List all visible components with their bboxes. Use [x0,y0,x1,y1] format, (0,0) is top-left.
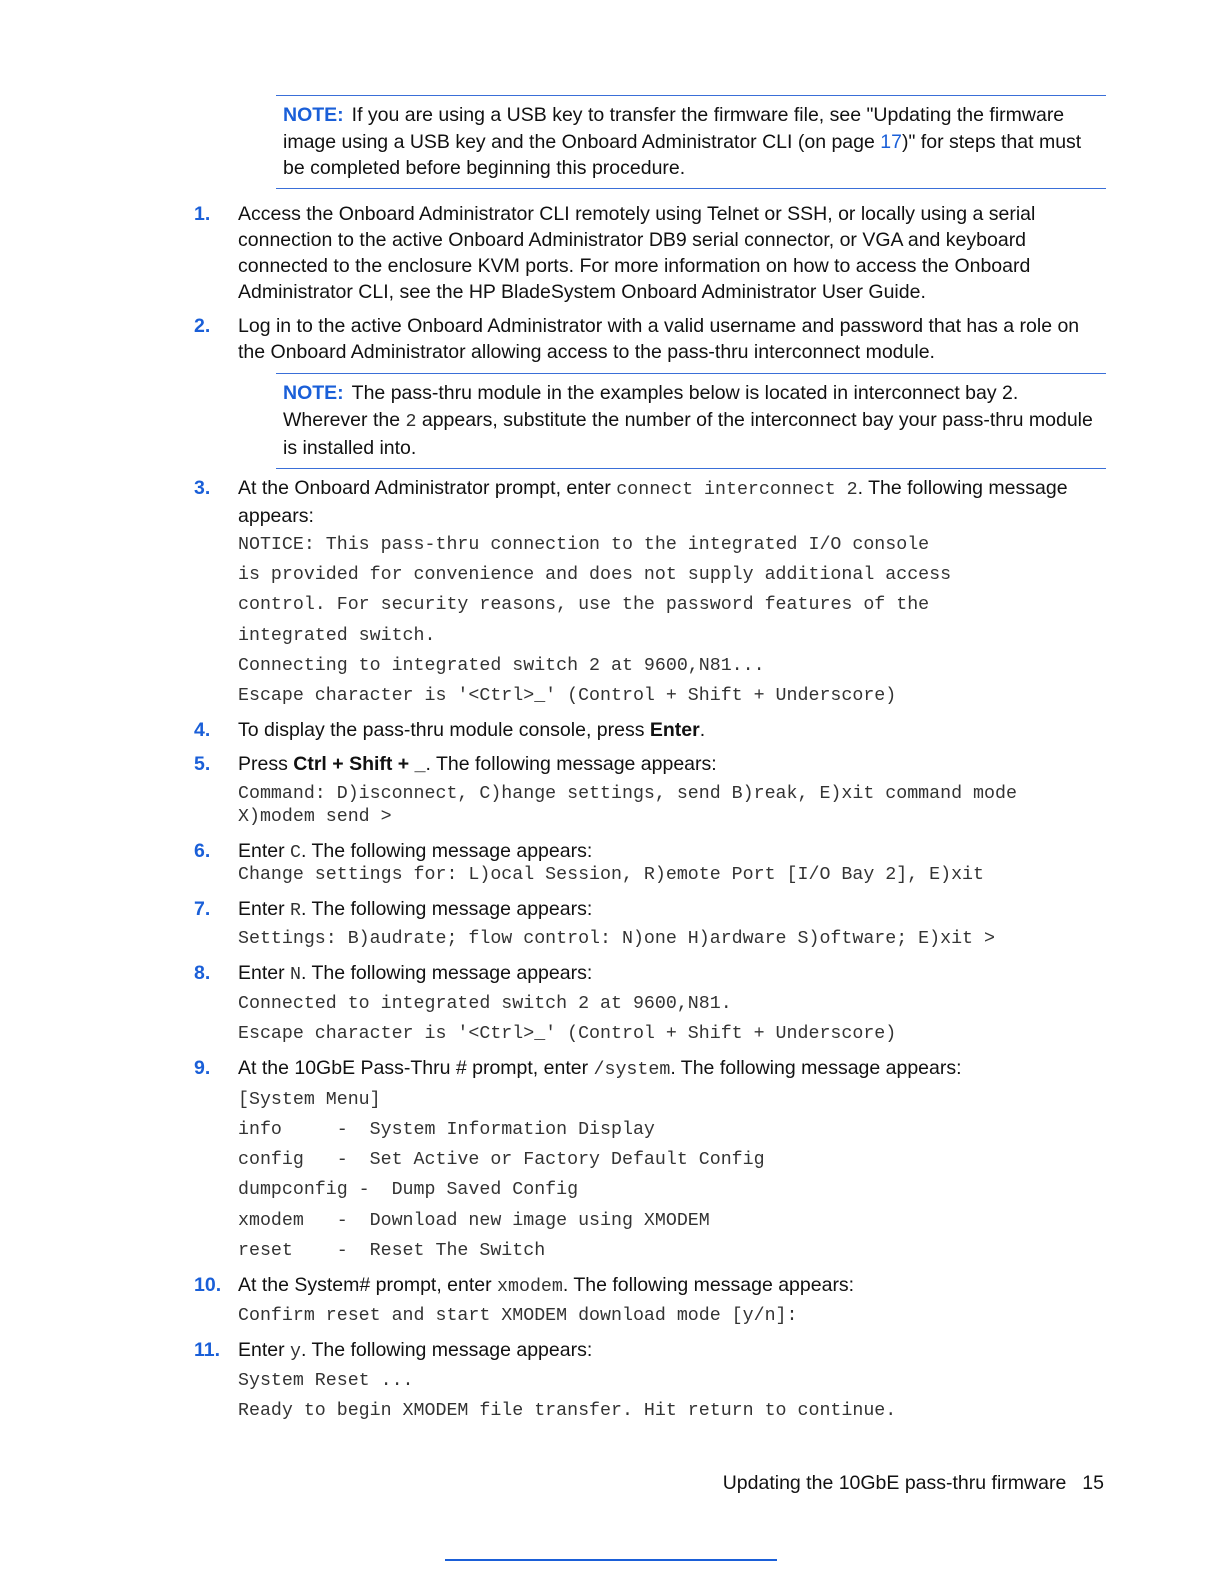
step-number: 8. [194,962,211,984]
inline-code: connect interconnect 2 [616,480,858,500]
note-text: If you are using a USB key to transfer the firmware file, see "Updating the firmware image using a USB key and the Onboard Administrator CLI (on page [283,104,1065,153]
step-text: Enter [238,898,291,920]
step-number: 9. [194,1057,211,1079]
page-footer [723,1472,1104,1495]
code-line: reset - Reset The Switch [238,1241,546,1261]
step-text: Log in to the active Onboard Administrator with a valid username and password that has a role on the Onboard Administrator allowing access to the pass-thru interconnect module. [238,315,1080,363]
step-number: 6. [194,840,211,862]
note-interconnect-bay [276,373,1106,469]
step-text-end: . The following message appears: [238,477,1068,527]
inline-code: C [290,843,302,863]
inline-code: y [290,1342,302,1362]
key-name: Enter [649,719,700,741]
step-number: 10. [194,1274,222,1296]
step-8 [194,960,1104,988]
step-number: 5. [194,753,211,775]
note-text-end: )" for steps that must be completed before beginning this procedure. [283,130,1082,179]
step-text: At the Onboard Administrator prompt, enter [238,477,617,499]
inline-code: R [290,901,302,921]
step-text: To display the pass-thru module console, press [238,719,650,741]
inline-code: xmodem [497,1277,563,1297]
step-text-end: . The following message appears: [301,1339,593,1361]
step-number: 1. [194,203,211,225]
step-number: 2. [194,315,211,337]
code-line: is provided for convenience and does not supply additional access [238,565,952,585]
code-line: Settings: B)audrate; flow control: N)one H)ardware S)oftware; E)xit > [238,929,995,949]
step-number: 4. [194,719,211,741]
note-label: NOTE: [283,382,344,404]
code-line: Command: D)isconnect, C)hange settings, send B)reak, E)xit command mode [238,784,1017,804]
step-number: 3. [194,477,211,499]
code-line: Escape character is '<Ctrl>_' (Control + Shift + Underscore) [238,1024,897,1044]
note-label: NOTE: [283,104,344,126]
page-number: 15 [1082,1472,1104,1494]
inline-code: N [290,965,302,985]
code-line: Change settings for: L)ocal Session, R)emote Port [I/O Bay 2], E)xit [238,865,984,885]
step-10 [194,1272,1104,1300]
code-line: Connected to integrated switch 2 at 9600,N81. [238,994,732,1014]
code-line: Ready to begin XMODEM file transfer. Hit return to continue. [238,1401,897,1421]
code-line: control. For security reasons, use the password features of the [238,595,930,615]
step-number: 7. [194,898,211,920]
code-line: info - System Information Display [238,1120,655,1140]
code-line: integrated switch. [238,626,436,646]
step-text-end: . The following message appears: [301,840,593,862]
step-text-end: . The following message appears: [301,962,593,984]
code-line: config - Set Active or Factory Default Config [238,1150,765,1170]
footer-title: Updating the 10GbE pass-thru firmware [722,1472,1067,1494]
step-text: Enter [238,1339,291,1361]
step-1 [194,201,1104,305]
inline-code: /system [593,1060,671,1080]
step-4 [194,717,1104,743]
inline-code: 2 [405,411,417,432]
page-link[interactable]: 17 [880,130,902,153]
step-text-end: . The following message appears: [301,898,593,920]
code-line: xmodem - Download new image using XMODEM [238,1211,710,1231]
code-line: Connecting to integrated switch 2 at 9600,N81... [238,656,765,676]
step-3 [194,475,1104,529]
step-text-end: . The following message appears: [425,753,717,775]
step-number: 11. [194,1339,221,1361]
code-line: NOTICE: This pass-thru connection to the integrated I/O console [238,535,930,555]
step-text-end: . [699,719,706,741]
step-text-end: . The following message appears: [670,1057,962,1079]
note-text: The pass-thru module in the examples below is located in interconnect bay 2. Wherever the [283,382,1019,431]
note-usb-key [276,95,1106,189]
step-7 [194,896,1104,924]
code-line: Escape character is '<Ctrl>_' (Control + Shift + Underscore) [238,686,897,706]
code-line: Confirm reset and start XMODEM download mode [y/n]: [238,1306,798,1326]
step-text: Press [238,753,294,775]
step-9 [194,1055,1104,1083]
code-line: System Reset ... [238,1371,414,1391]
step-11 [194,1337,1104,1365]
step-text: Enter [238,840,291,862]
step-text-end: . The following message appears: [562,1274,855,1296]
code-line: X)modem send > [238,807,392,827]
code-line: [System Menu] [238,1090,381,1110]
step-5 [194,751,1104,777]
step-text: Enter [238,962,291,984]
step-6 [194,838,1104,866]
note-text-end: appears, substitute the number of the interconnect bay your pass-thru module is installed into. [283,408,1093,459]
key-name: Ctrl + Shift + _ [293,753,426,775]
step-text: Access the Onboard Administrator CLI remotely using Telnet or SSH, or locally using a serial connection to the active Onboard Administrator DB9 serial connector, or VGA and keyboard connected to the enclosure KVM ports. For more information on how to access the Onboard Administrator CLI, see the HP BladeSystem Onboard Administrator User Guide. [238,203,1036,303]
step-text: At the 10GbE Pass-Thru # prompt, enter [238,1057,594,1079]
bottom-divider [445,1559,777,1561]
code-line: dumpconfig - Dump Saved Config [238,1180,579,1200]
step-text: At the System# prompt, enter [238,1274,498,1296]
step-2 [194,313,1104,365]
